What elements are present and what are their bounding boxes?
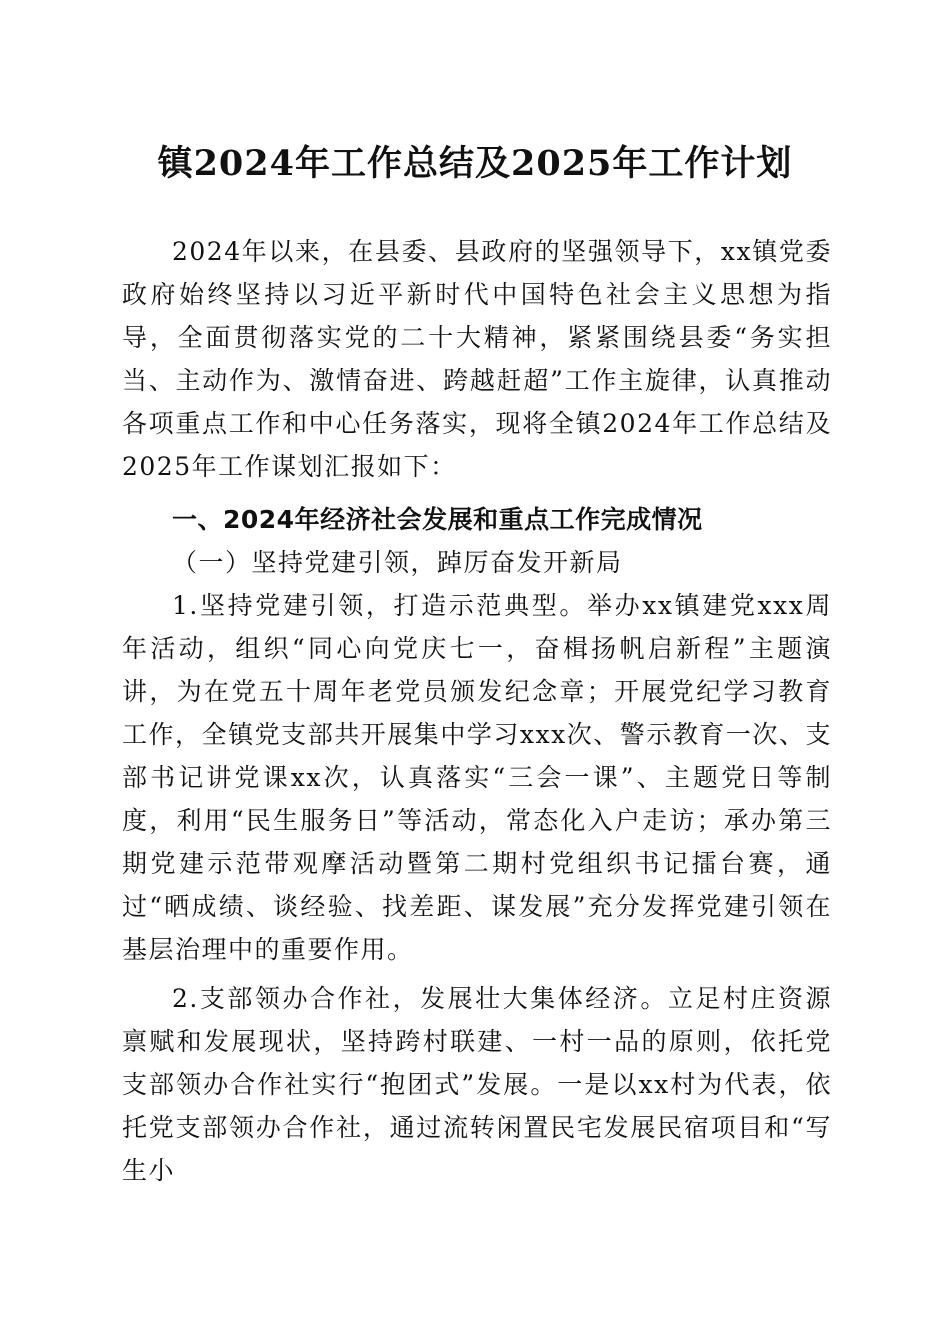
subsection-heading: （一）坚持党建引领，踔厉奋发开新局 (172, 548, 623, 577)
document-body (122, 230, 832, 1192)
document-title: 镇2024年工作总结及2025年工作计划 (157, 143, 793, 184)
paragraph-item-2: 2.支部领办合作社，发展壮大集体经济。立足村庄资源禀赋和发展现状，坚持跨村联建、一村一品的原则，依托党支部领办合作社实行“抱团式”发展。一是以xx村为代表，依托党支部领办合作社，通过流转闲置民宅发展民宿项目和“写生小 (122, 984, 832, 1185)
intro-paragraph: 2024年以来，在县委、县政府的坚强领导下，xx镇党委政府始终坚持以习近平新时代中国特色社会主义思想为指导，全面贯彻落实党的二十大精神，紧紧围绕县委“务实担当、主动作为、激情奋进、跨越赶超”工作主旋律，认真推动各项重点工作和中心任务落实，现将全镇2024年工作总结及2025年工作谋划汇报如下： (122, 237, 832, 481)
paragraph-item-1: 1.坚持党建引领，打造示范典型。举办xx镇建党xxx周年活动，组织“同心向党庆七一，奋楫扬帆启新程”主题演讲，为在党五十周年老党员颁发纪念章；开展党纪学习教育工作，全镇党支部共开展集中学习xxx次、警示教育一次、支部书记讲党课xx次，认真落实“三会一课”、主题党日等制度，利用“民生服务日”等活动，常态化入户走访；承办第三期党建示范带观摩活动暨第二期村党组织书记擂台赛，通过“晒成绩、谈经验、找差距、谋发展”充分发挥党建引领在基层治理中的重要作用。 (122, 591, 832, 964)
section-heading: 一、2024年经济社会发展和重点工作完成情况 (172, 505, 703, 534)
